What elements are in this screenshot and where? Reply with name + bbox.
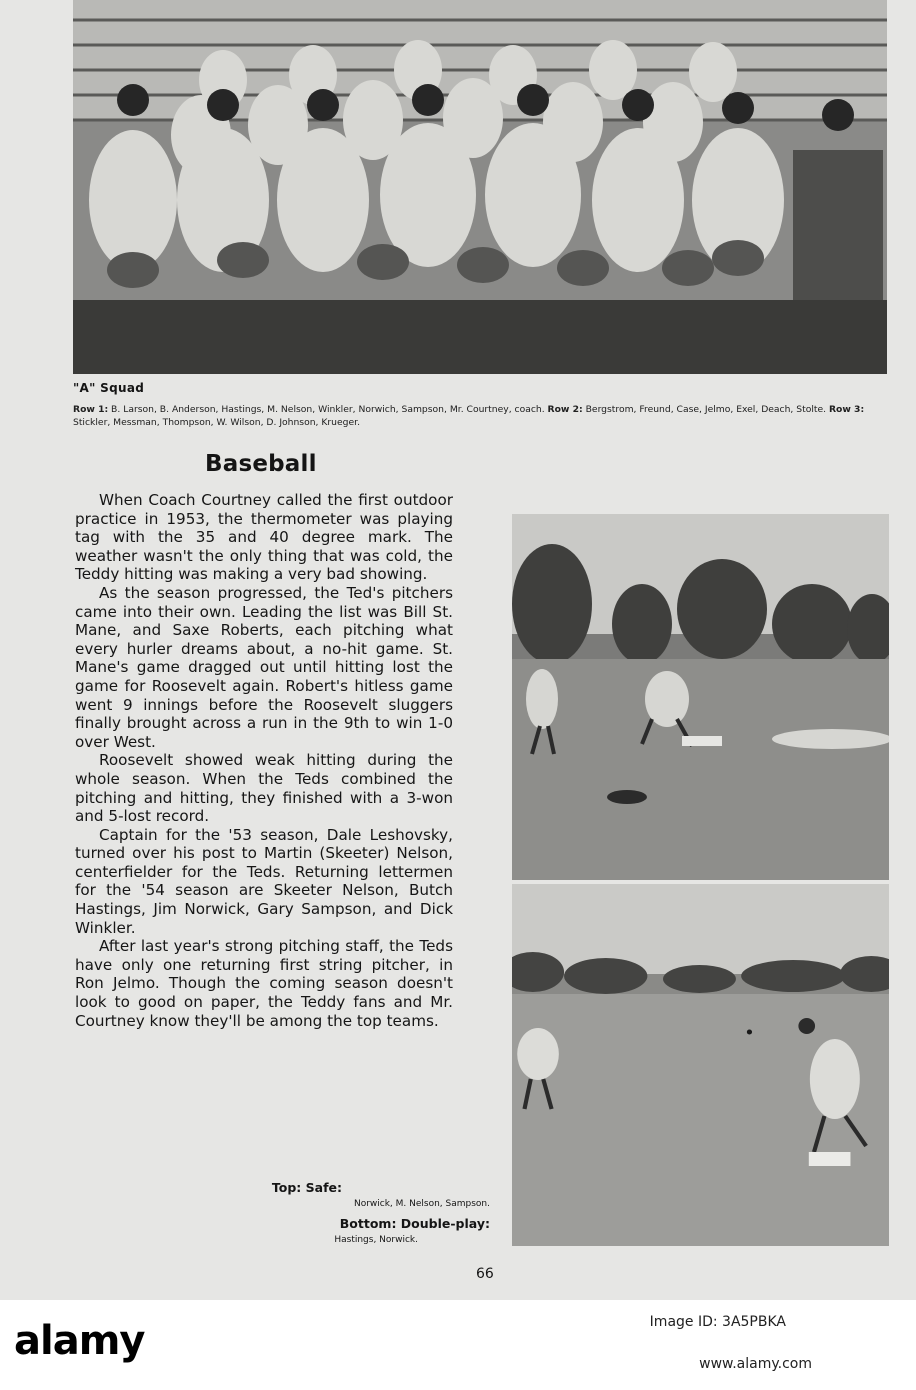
squad-title: "A" Squad (73, 381, 145, 395)
row2-label: Row 2: (547, 404, 583, 415)
double-play-photo-image (512, 884, 889, 1246)
photo-captions (250, 1180, 490, 1252)
bottom-caption-heading: Bottom: Double-play: (339, 1216, 490, 1231)
team-photo (73, 0, 887, 374)
image-id: Image ID: 3A5PBKA (649, 1314, 786, 1330)
safe-photo-image (512, 514, 889, 880)
article-title: Baseball (205, 451, 317, 477)
stock-watermark-footer (0, 1300, 916, 1390)
row3-names: Stickler, Messman, Thompson, W. Wilson, D. Johnson, Krueger. (73, 417, 360, 428)
team-photo-image (73, 0, 887, 374)
safe-photo (512, 514, 889, 880)
alamy-logo: alamy (14, 1318, 145, 1364)
row3-label: Row 3: (828, 404, 865, 415)
row2-names: Bergstrom, Freund, Case, Jelmo, Exel, Deach, Stolte. (582, 404, 829, 415)
article-paragraph: After last year's strong pitching staff, the Teds have only one returning first string pitcher, in Ron Jelmo. Though the coming season doesn't look to good on paper, the Teddy fans and Mr. Courtney know they'll be among the top teams. (75, 937, 453, 1030)
double-play-photo (512, 884, 889, 1246)
squad-roster (73, 403, 891, 429)
article-paragraph: Captain for the '53 season, Dale Leshovsky, turned over his post to Martin (Skeeter) Nelson, centerfielder for the Teds. Returning lettermen for the '54 season are Skeeter Nelson, Butch Hastings, Jim Norwick, Gary Sampson, and Dick Winkler. (75, 825, 453, 937)
row1-label: Row 1: (73, 404, 109, 415)
footer-url: www.alamy.com (699, 1356, 812, 1372)
top-caption-names: Norwick, M. Nelson, Sampson. (353, 1199, 490, 1209)
article-paragraph: When Coach Courtney called the first outdoor practice in 1953, the thermometer was playing tag with the 35 and 40 degree mark. The weather wasn't the only thing that was cold, the Teddy hitting was making a very bad showing. (75, 491, 453, 584)
article-paragraph: Roosevelt showed weak hitting during the whole season. When the Teds combined the pitching and hitting, they finished with a 3-won and 5-lost record. (75, 751, 453, 826)
row1-names: B. Larson, B. Anderson, Hastings, M. Nelson, Winkler, Norwich, Sampson, Mr. Courtney, coach. (108, 404, 548, 415)
article-body (75, 491, 453, 1030)
article-paragraph: As the season progressed, the Ted's pitchers came into their own. Leading the list was Bill St. Mane, and Saxe Roberts, each pitching what every hurler dreams about, a no-hit game. St. Mane's game dragged out until hitting lost the game for Roosevelt again. Robert's hitless game went 9 innings before the Roosevelt sluggers finally brought across a run in the 9th to win 1-0 over West. (75, 583, 453, 751)
bottom-caption-names: Hastings, Norwick. (334, 1235, 418, 1245)
top-caption-heading: Top: Safe: (271, 1180, 342, 1195)
page-number: 66 (476, 1266, 494, 1282)
